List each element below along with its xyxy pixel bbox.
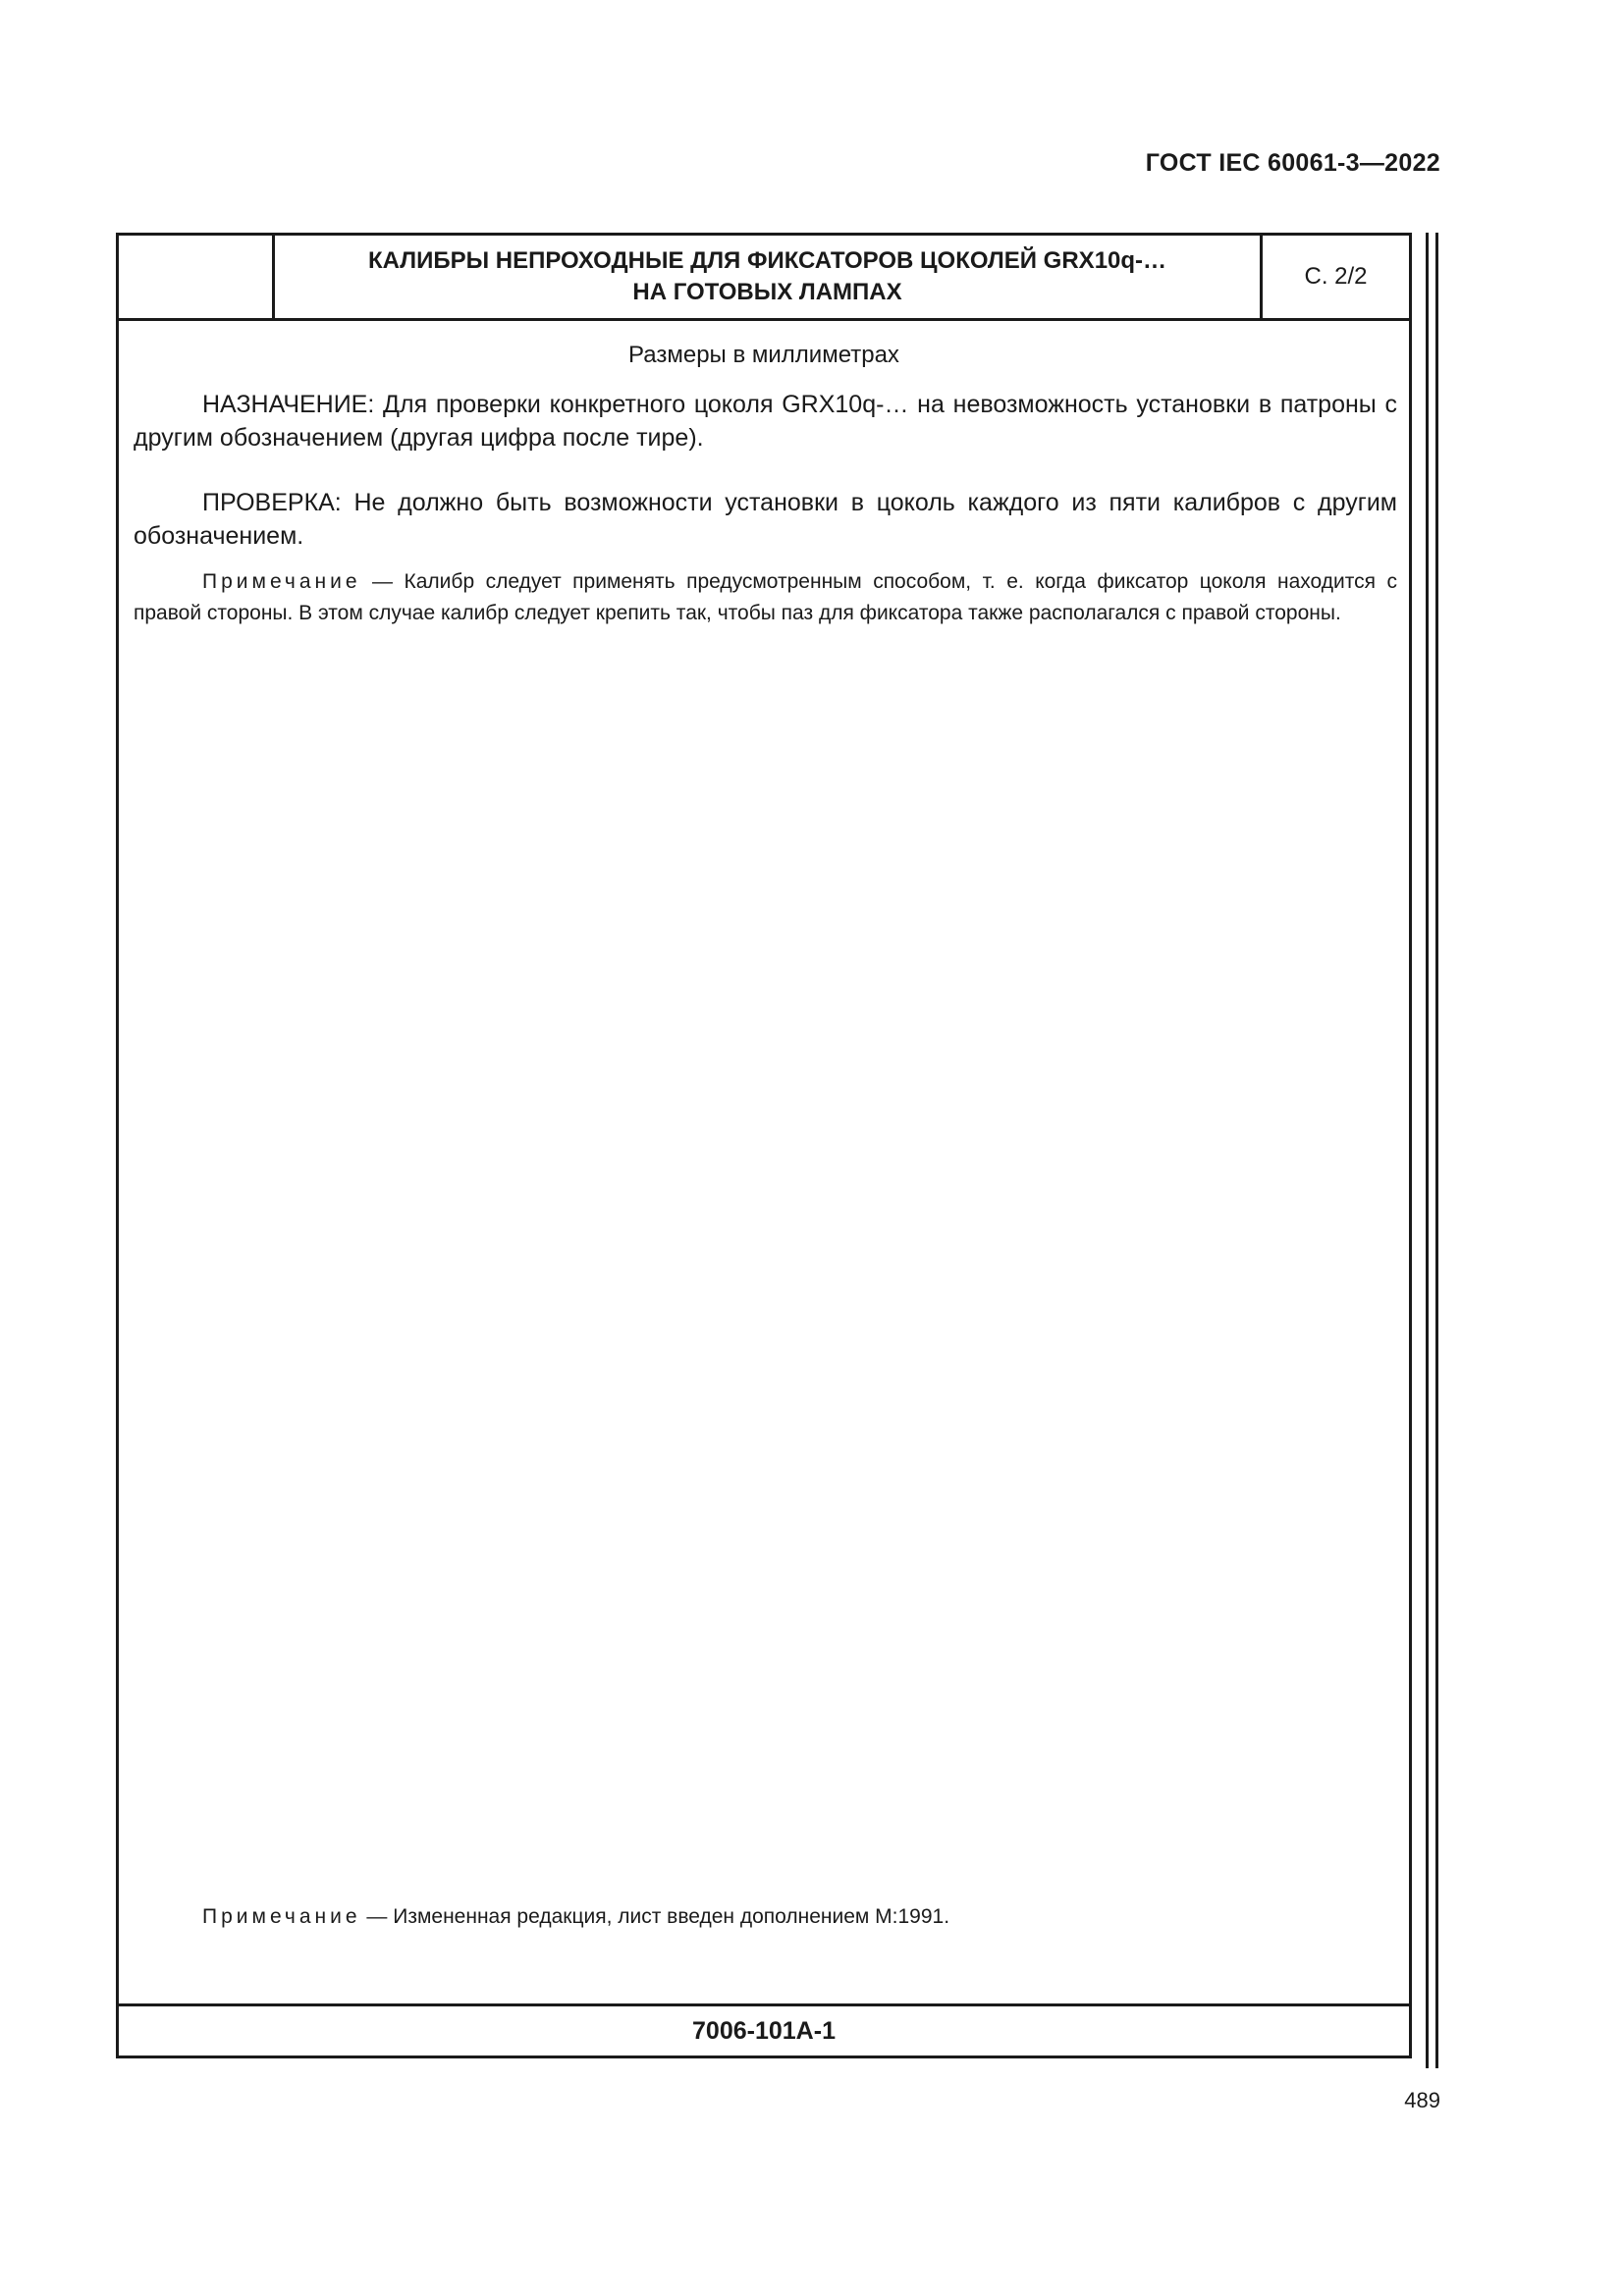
sheet-title-line1: КАЛИБРЫ НЕПРОХОДНЫЕ ДЛЯ ФИКСАТОРОВ ЦОКОЛЕЙ GRX10q-… — [367, 247, 1167, 274]
binding-line — [1435, 233, 1438, 2068]
sheet-code: 7006-101A-1 — [119, 2003, 1409, 2056]
note-text: — Калибр следует применять предусмотренным способом, т. е. когда фиксатор цоколя находится с правой стороны. В этом случае калибр следует крепить так, чтобы паз для фиксатора также располагался с правой стороны. — [134, 570, 1397, 624]
binding-line — [1426, 233, 1429, 2068]
sheet-number: С. 2/2 — [1304, 263, 1368, 290]
purpose-paragraph: НАЗНАЧЕНИЕ: Для проверки конкретного цоколя GRX10q-… на невозможность установки в патроны с другим обозначением (другая цифра после тире). — [134, 391, 1397, 452]
title-block — [119, 236, 1409, 321]
page-number: 489 — [1404, 2088, 1440, 2112]
note-label: Примечание — [202, 570, 361, 593]
document-code: ГОСТ IEC 60061-3—2022 — [1145, 149, 1440, 177]
note-paragraph-1 — [134, 566, 1397, 629]
units-note: Размеры в миллиметрах — [628, 342, 899, 368]
note-paragraph-2 — [134, 1901, 1397, 1933]
drawing-frame — [116, 233, 1412, 2058]
note-label: Примечание — [202, 1905, 361, 1928]
sheet-title-line2: НА ГОТОВЫХ ЛАМПАХ — [632, 279, 902, 305]
sheet-title — [275, 236, 1263, 318]
note-text: — Измененная редакция, лист введен дополнением М:1991. — [360, 1905, 950, 1928]
check-paragraph: ПРОВЕРКА: Не должно быть возможности установки в цоколь каждого из пяти калибров с другим обозначением. — [134, 489, 1397, 550]
title-block-empty-cell — [119, 236, 275, 318]
